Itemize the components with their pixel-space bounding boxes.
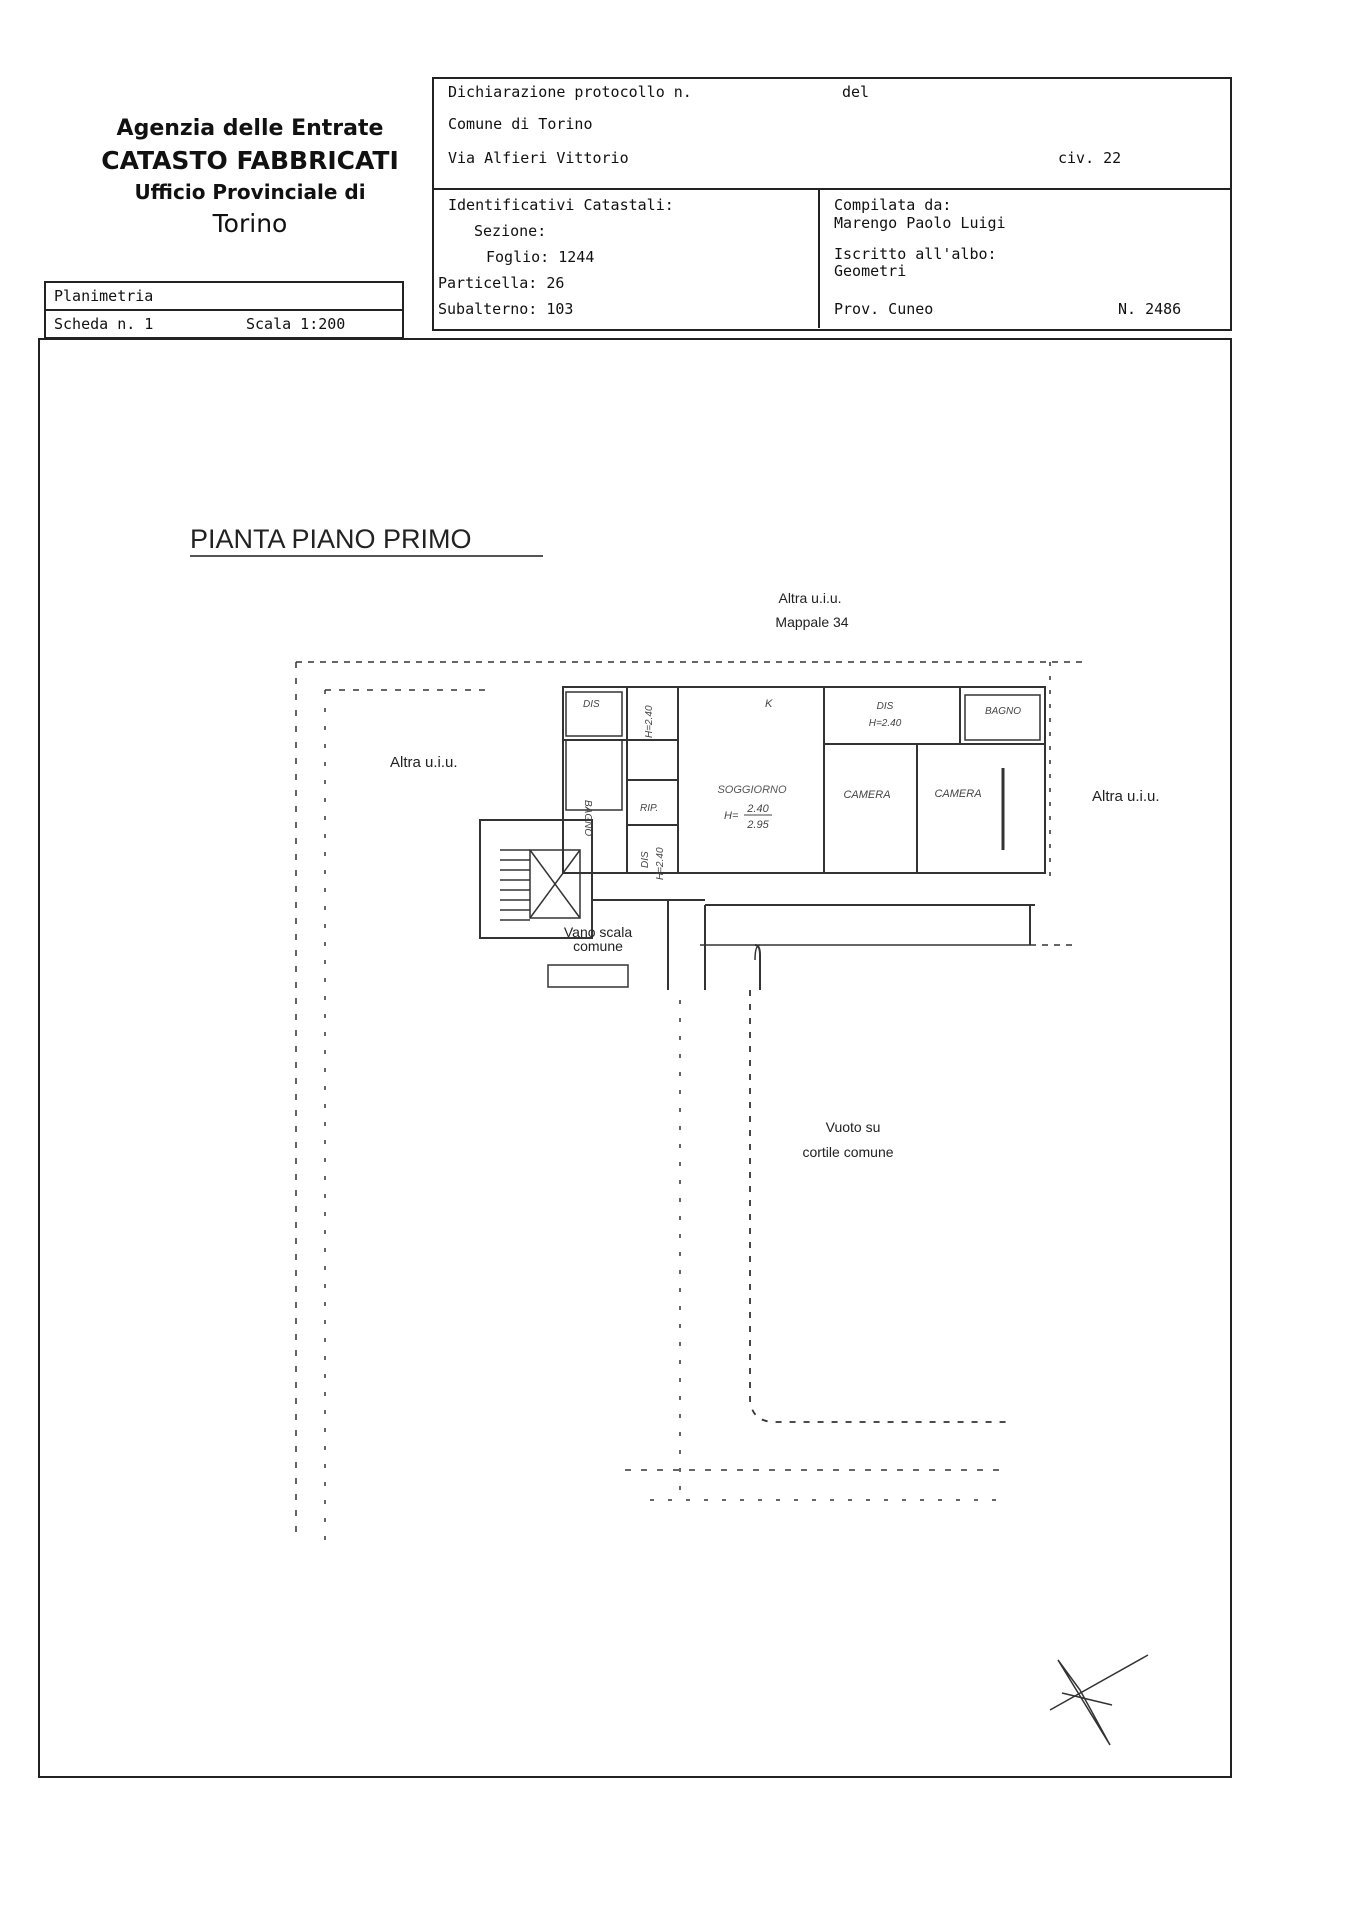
room-height-1: H=2.40 bbox=[644, 705, 655, 738]
room-height-3: H=2.40 bbox=[655, 847, 666, 880]
register-label: Iscritto all'albo: bbox=[834, 245, 997, 263]
label-cortile: cortile comune bbox=[802, 1144, 894, 1160]
room-height-top: 2.40 bbox=[747, 803, 769, 815]
section-field: Sezione: bbox=[474, 222, 547, 240]
room-kitchen: K bbox=[765, 698, 773, 710]
landing-step bbox=[548, 965, 628, 987]
compiled-by-label: Compilata da: bbox=[834, 196, 952, 214]
agency-name: Agenzia delle Entrate bbox=[116, 116, 384, 141]
label-vano-scala: Vano scala bbox=[563, 924, 633, 940]
province: Prov. Cuneo bbox=[834, 300, 934, 318]
room-camera-1: CAMERA bbox=[843, 789, 891, 801]
street-address: Via Alfieri Vittorio bbox=[448, 149, 629, 167]
scheda-number: Scheda n. 1 bbox=[54, 315, 154, 333]
protocol-label: Dichiarazione protocollo n. bbox=[448, 83, 692, 101]
subunit-field: Subalterno: 103 bbox=[438, 300, 574, 318]
label-altra-top: Altra u.i.u. bbox=[778, 590, 842, 606]
room-height-prefix: H= bbox=[724, 810, 739, 822]
compiler-name: Marengo Paolo Luigi bbox=[834, 214, 1006, 232]
courtyard-boundary bbox=[750, 990, 1010, 1422]
room-soggiorno: SOGGIORNO bbox=[717, 784, 787, 796]
room-dis-2: DIS bbox=[876, 701, 894, 712]
label-vuoto: Vuoto su bbox=[825, 1119, 881, 1135]
stairwell-outline bbox=[480, 820, 592, 938]
sheet-field: Foglio: 1244 bbox=[486, 248, 595, 266]
bagno-box bbox=[566, 740, 622, 810]
room-height-bottom: 2.95 bbox=[747, 819, 769, 831]
bathroom-box bbox=[965, 695, 1040, 740]
room-dis-1: DIS bbox=[583, 699, 600, 710]
north-arrow-icon bbox=[1050, 1655, 1148, 1745]
protocol-date-label: del bbox=[842, 83, 870, 101]
room-height-2: H=2.40 bbox=[868, 718, 902, 729]
office-label: Ufficio Provinciale di bbox=[134, 180, 366, 204]
scale-value: Scala 1:200 bbox=[246, 315, 346, 333]
planimetria-title: Planimetria bbox=[54, 287, 154, 305]
label-mappale: Mappale 34 bbox=[775, 614, 849, 630]
stair-treads bbox=[500, 850, 530, 920]
room-bagno-right: BAGNO bbox=[984, 706, 1022, 717]
room-camera-2: CAMERA bbox=[934, 788, 982, 800]
cadastral-ids-label: Identificativi Catastali: bbox=[448, 196, 674, 214]
label-altra-right: Altra u.i.u. bbox=[1092, 788, 1160, 805]
room-rip: RIP. bbox=[640, 803, 659, 814]
municipality: Comune di Torino bbox=[448, 115, 593, 133]
label-altra-left: Altra u.i.u. bbox=[390, 754, 458, 771]
room-bagno-left: BAGNO bbox=[582, 800, 593, 837]
parcel-field: Particella: 26 bbox=[438, 274, 565, 292]
label-comune: comune bbox=[573, 938, 623, 954]
room-dis-3: DIS bbox=[640, 851, 651, 868]
catasto-title: CATASTO FABBRICATI bbox=[101, 146, 399, 175]
civic-number: civ. 22 bbox=[1058, 149, 1122, 167]
register-number: N. 2486 bbox=[1118, 300, 1182, 318]
office-city: Torino bbox=[212, 209, 288, 238]
floor-plan-title: PIANTA PIANO PRIMO bbox=[190, 524, 472, 554]
register-value: Geometri bbox=[834, 262, 907, 280]
